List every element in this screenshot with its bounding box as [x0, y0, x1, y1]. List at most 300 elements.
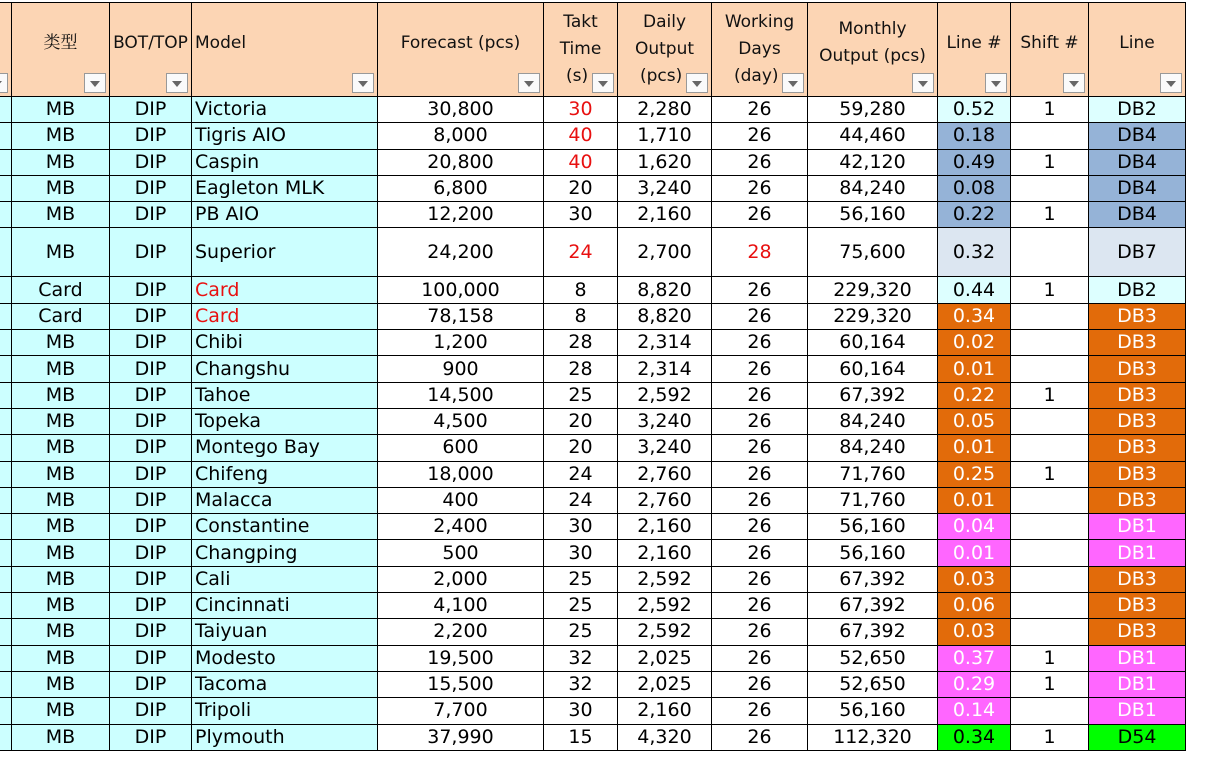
- cell-type[interactable]: MB: [12, 593, 110, 619]
- cell-daily-output[interactable]: 2,025: [618, 645, 712, 671]
- cell-working-days[interactable]: 26: [712, 671, 808, 697]
- cell-working-days[interactable]: 26: [712, 202, 808, 228]
- cell-type[interactable]: MB: [12, 540, 110, 566]
- cell-daily-output[interactable]: 2,592: [618, 566, 712, 592]
- cell-daily-output[interactable]: 2,592: [618, 382, 712, 408]
- cell-model[interactable]: Topeka: [192, 408, 378, 434]
- filter-dropdown-button[interactable]: [352, 73, 374, 93]
- cell-shift-number[interactable]: 1: [1011, 97, 1089, 123]
- cell-takt-time[interactable]: 28: [544, 330, 618, 356]
- cell-line[interactable]: DB3: [1089, 461, 1186, 487]
- cell-stub[interactable]: [0, 175, 12, 201]
- cell-working-days[interactable]: 26: [712, 175, 808, 201]
- cell-working-days[interactable]: 26: [712, 461, 808, 487]
- cell-line[interactable]: DB3: [1089, 566, 1186, 592]
- filter-dropdown-button[interactable]: [166, 73, 188, 93]
- cell-daily-output[interactable]: 2,592: [618, 593, 712, 619]
- cell-forecast[interactable]: 100,000: [378, 277, 544, 303]
- cell-takt-time[interactable]: 24: [544, 487, 618, 513]
- cell-forecast[interactable]: 2,000: [378, 566, 544, 592]
- cell-daily-output[interactable]: 3,240: [618, 408, 712, 434]
- cell-line[interactable]: DB4: [1089, 202, 1186, 228]
- cell-line-number[interactable]: 0.32: [938, 228, 1011, 277]
- cell-line[interactable]: DB4: [1089, 123, 1186, 149]
- cell-bot-top[interactable]: DIP: [110, 356, 192, 382]
- cell-bot-top[interactable]: DIP: [110, 202, 192, 228]
- cell-shift-number[interactable]: 1: [1011, 202, 1089, 228]
- cell-forecast[interactable]: 500: [378, 540, 544, 566]
- cell-model[interactable]: Changshu: [192, 356, 378, 382]
- cell-model[interactable]: Tigris AIO: [192, 123, 378, 149]
- cell-takt-time[interactable]: 24: [544, 228, 618, 277]
- cell-line-number[interactable]: 0.04: [938, 514, 1011, 540]
- cell-monthly-output[interactable]: 56,160: [808, 514, 938, 540]
- cell-type[interactable]: MB: [12, 435, 110, 461]
- cell-takt-time[interactable]: 24: [544, 461, 618, 487]
- cell-type[interactable]: MB: [12, 97, 110, 123]
- cell-model[interactable]: Constantine: [192, 514, 378, 540]
- cell-working-days[interactable]: 26: [712, 303, 808, 329]
- cell-bot-top[interactable]: DIP: [110, 698, 192, 724]
- cell-monthly-output[interactable]: 67,392: [808, 382, 938, 408]
- cell-stub[interactable]: [0, 698, 12, 724]
- cell-shift-number[interactable]: 1: [1011, 671, 1089, 697]
- cell-forecast[interactable]: 18,000: [378, 461, 544, 487]
- filter-dropdown-button[interactable]: [518, 73, 540, 93]
- cell-working-days[interactable]: 26: [712, 645, 808, 671]
- cell-forecast[interactable]: 4,500: [378, 408, 544, 434]
- cell-model[interactable]: Caspin: [192, 149, 378, 175]
- cell-shift-number[interactable]: [1011, 566, 1089, 592]
- cell-stub[interactable]: [0, 277, 12, 303]
- cell-daily-output[interactable]: 2,280: [618, 97, 712, 123]
- cell-stub[interactable]: [0, 724, 12, 750]
- cell-forecast[interactable]: 15,500: [378, 671, 544, 697]
- cell-takt-time[interactable]: 25: [544, 382, 618, 408]
- filter-dropdown-button[interactable]: [686, 73, 708, 93]
- cell-working-days[interactable]: 26: [712, 487, 808, 513]
- cell-stub[interactable]: [0, 382, 12, 408]
- cell-stub[interactable]: [0, 330, 12, 356]
- cell-bot-top[interactable]: DIP: [110, 97, 192, 123]
- cell-working-days[interactable]: 26: [712, 698, 808, 724]
- cell-daily-output[interactable]: 2,700: [618, 228, 712, 277]
- cell-bot-top[interactable]: DIP: [110, 514, 192, 540]
- filter-dropdown-button[interactable]: [592, 73, 614, 93]
- cell-line[interactable]: DB1: [1089, 514, 1186, 540]
- cell-line[interactable]: DB1: [1089, 540, 1186, 566]
- cell-daily-output[interactable]: 3,240: [618, 435, 712, 461]
- cell-shift-number[interactable]: [1011, 514, 1089, 540]
- cell-stub[interactable]: [0, 566, 12, 592]
- cell-daily-output[interactable]: 2,025: [618, 671, 712, 697]
- cell-monthly-output[interactable]: 67,392: [808, 619, 938, 645]
- cell-daily-output[interactable]: 2,160: [618, 202, 712, 228]
- cell-shift-number[interactable]: [1011, 356, 1089, 382]
- cell-takt-time[interactable]: 8: [544, 303, 618, 329]
- cell-shift-number[interactable]: 1: [1011, 382, 1089, 408]
- cell-takt-time[interactable]: 15: [544, 724, 618, 750]
- cell-stub[interactable]: [0, 645, 12, 671]
- cell-line-number[interactable]: 0.05: [938, 408, 1011, 434]
- cell-type[interactable]: MB: [12, 514, 110, 540]
- cell-type[interactable]: MB: [12, 149, 110, 175]
- filter-dropdown-button[interactable]: [84, 73, 106, 93]
- cell-working-days[interactable]: 26: [712, 408, 808, 434]
- cell-bot-top[interactable]: DIP: [110, 123, 192, 149]
- filter-dropdown-button[interactable]: [1160, 73, 1182, 93]
- cell-line[interactable]: DB4: [1089, 149, 1186, 175]
- cell-working-days[interactable]: 26: [712, 540, 808, 566]
- cell-model[interactable]: Tahoe: [192, 382, 378, 408]
- cell-line[interactable]: DB3: [1089, 356, 1186, 382]
- cell-working-days[interactable]: 26: [712, 435, 808, 461]
- cell-monthly-output[interactable]: 229,320: [808, 303, 938, 329]
- cell-type[interactable]: MB: [12, 382, 110, 408]
- cell-forecast[interactable]: 6,800: [378, 175, 544, 201]
- cell-monthly-output[interactable]: 84,240: [808, 408, 938, 434]
- cell-type[interactable]: MB: [12, 487, 110, 513]
- cell-daily-output[interactable]: 1,710: [618, 123, 712, 149]
- cell-model[interactable]: Montego Bay: [192, 435, 378, 461]
- cell-stub[interactable]: [0, 435, 12, 461]
- cell-working-days[interactable]: 26: [712, 330, 808, 356]
- cell-takt-time[interactable]: 20: [544, 408, 618, 434]
- filter-dropdown-button[interactable]: [782, 73, 804, 93]
- cell-forecast[interactable]: 900: [378, 356, 544, 382]
- cell-monthly-output[interactable]: 71,760: [808, 461, 938, 487]
- cell-bot-top[interactable]: DIP: [110, 408, 192, 434]
- cell-line-number[interactable]: 0.34: [938, 724, 1011, 750]
- cell-line-number[interactable]: 0.34: [938, 303, 1011, 329]
- cell-takt-time[interactable]: 32: [544, 671, 618, 697]
- cell-type[interactable]: MB: [12, 566, 110, 592]
- cell-working-days[interactable]: 26: [712, 566, 808, 592]
- cell-takt-time[interactable]: 25: [544, 619, 618, 645]
- cell-daily-output[interactable]: 1,620: [618, 149, 712, 175]
- cell-bot-top[interactable]: DIP: [110, 435, 192, 461]
- cell-shift-number[interactable]: [1011, 175, 1089, 201]
- cell-line-number[interactable]: 0.01: [938, 435, 1011, 461]
- cell-shift-number[interactable]: [1011, 540, 1089, 566]
- cell-model[interactable]: Plymouth: [192, 724, 378, 750]
- cell-takt-time[interactable]: 32: [544, 645, 618, 671]
- cell-monthly-output[interactable]: 44,460: [808, 123, 938, 149]
- cell-monthly-output[interactable]: 67,392: [808, 593, 938, 619]
- cell-forecast[interactable]: 78,158: [378, 303, 544, 329]
- cell-daily-output[interactable]: 2,592: [618, 619, 712, 645]
- cell-type[interactable]: Card: [12, 277, 110, 303]
- cell-daily-output[interactable]: 2,160: [618, 540, 712, 566]
- cell-forecast[interactable]: 400: [378, 487, 544, 513]
- cell-type[interactable]: MB: [12, 330, 110, 356]
- cell-line-number[interactable]: 0.49: [938, 149, 1011, 175]
- cell-line-number[interactable]: 0.29: [938, 671, 1011, 697]
- cell-type[interactable]: MB: [12, 408, 110, 434]
- cell-monthly-output[interactable]: 67,392: [808, 566, 938, 592]
- cell-model[interactable]: Cali: [192, 566, 378, 592]
- cell-model[interactable]: Chifeng: [192, 461, 378, 487]
- cell-working-days[interactable]: 28: [712, 228, 808, 277]
- cell-takt-time[interactable]: 30: [544, 97, 618, 123]
- cell-working-days[interactable]: 26: [712, 382, 808, 408]
- cell-forecast[interactable]: 14,500: [378, 382, 544, 408]
- cell-type[interactable]: MB: [12, 123, 110, 149]
- cell-line-number[interactable]: 0.14: [938, 698, 1011, 724]
- cell-shift-number[interactable]: [1011, 123, 1089, 149]
- cell-takt-time[interactable]: 30: [544, 202, 618, 228]
- cell-bot-top[interactable]: DIP: [110, 566, 192, 592]
- cell-type[interactable]: MB: [12, 671, 110, 697]
- cell-stub[interactable]: [0, 149, 12, 175]
- cell-stub[interactable]: [0, 540, 12, 566]
- cell-line-number[interactable]: 0.01: [938, 356, 1011, 382]
- cell-stub[interactable]: [0, 303, 12, 329]
- cell-daily-output[interactable]: 8,820: [618, 277, 712, 303]
- cell-line[interactable]: DB1: [1089, 645, 1186, 671]
- cell-model[interactable]: Tacoma: [192, 671, 378, 697]
- cell-working-days[interactable]: 26: [712, 277, 808, 303]
- cell-bot-top[interactable]: DIP: [110, 461, 192, 487]
- cell-stub[interactable]: [0, 619, 12, 645]
- cell-working-days[interactable]: 26: [712, 619, 808, 645]
- cell-type[interactable]: MB: [12, 356, 110, 382]
- cell-model[interactable]: Taiyuan: [192, 619, 378, 645]
- cell-line-number[interactable]: 0.08: [938, 175, 1011, 201]
- cell-model[interactable]: Cincinnati: [192, 593, 378, 619]
- cell-line[interactable]: DB3: [1089, 382, 1186, 408]
- cell-line-number[interactable]: 0.37: [938, 645, 1011, 671]
- cell-stub[interactable]: [0, 408, 12, 434]
- cell-takt-time[interactable]: 20: [544, 435, 618, 461]
- cell-shift-number[interactable]: 1: [1011, 461, 1089, 487]
- cell-stub[interactable]: [0, 356, 12, 382]
- cell-monthly-output[interactable]: 84,240: [808, 435, 938, 461]
- cell-shift-number[interactable]: [1011, 487, 1089, 513]
- cell-takt-time[interactable]: 30: [544, 540, 618, 566]
- cell-bot-top[interactable]: DIP: [110, 487, 192, 513]
- cell-bot-top[interactable]: DIP: [110, 593, 192, 619]
- cell-monthly-output[interactable]: 60,164: [808, 330, 938, 356]
- cell-forecast[interactable]: 7,700: [378, 698, 544, 724]
- cell-shift-number[interactable]: [1011, 593, 1089, 619]
- cell-line[interactable]: DB3: [1089, 593, 1186, 619]
- cell-line[interactable]: DB3: [1089, 303, 1186, 329]
- cell-stub[interactable]: [0, 123, 12, 149]
- cell-line[interactable]: DB1: [1089, 698, 1186, 724]
- cell-daily-output[interactable]: 4,320: [618, 724, 712, 750]
- cell-stub[interactable]: [0, 228, 12, 277]
- cell-bot-top[interactable]: DIP: [110, 277, 192, 303]
- cell-forecast[interactable]: 2,200: [378, 619, 544, 645]
- cell-model[interactable]: PB AIO: [192, 202, 378, 228]
- cell-working-days[interactable]: 26: [712, 97, 808, 123]
- cell-takt-time[interactable]: 8: [544, 277, 618, 303]
- cell-forecast[interactable]: 37,990: [378, 724, 544, 750]
- cell-shift-number[interactable]: [1011, 619, 1089, 645]
- cell-line-number[interactable]: 0.02: [938, 330, 1011, 356]
- cell-line[interactable]: DB2: [1089, 97, 1186, 123]
- cell-monthly-output[interactable]: 56,160: [808, 540, 938, 566]
- cell-takt-time[interactable]: 40: [544, 123, 618, 149]
- cell-daily-output[interactable]: 2,314: [618, 330, 712, 356]
- cell-daily-output[interactable]: 2,160: [618, 698, 712, 724]
- cell-forecast[interactable]: 600: [378, 435, 544, 461]
- cell-model[interactable]: Chibi: [192, 330, 378, 356]
- cell-model[interactable]: Card: [192, 277, 378, 303]
- cell-type[interactable]: MB: [12, 619, 110, 645]
- cell-bot-top[interactable]: DIP: [110, 619, 192, 645]
- cell-bot-top[interactable]: DIP: [110, 724, 192, 750]
- cell-takt-time[interactable]: 30: [544, 698, 618, 724]
- cell-daily-output[interactable]: 2,314: [618, 356, 712, 382]
- cell-model[interactable]: Eagleton MLK: [192, 175, 378, 201]
- cell-forecast[interactable]: 12,200: [378, 202, 544, 228]
- cell-takt-time[interactable]: 28: [544, 356, 618, 382]
- cell-model[interactable]: Malacca: [192, 487, 378, 513]
- cell-daily-output[interactable]: 2,760: [618, 461, 712, 487]
- cell-takt-time[interactable]: 40: [544, 149, 618, 175]
- cell-line[interactable]: DB4: [1089, 175, 1186, 201]
- cell-line-number[interactable]: 0.18: [938, 123, 1011, 149]
- filter-dropdown-button[interactable]: [0, 73, 8, 93]
- cell-type[interactable]: MB: [12, 202, 110, 228]
- cell-type[interactable]: MB: [12, 461, 110, 487]
- cell-line[interactable]: DB2: [1089, 277, 1186, 303]
- cell-stub[interactable]: [0, 671, 12, 697]
- cell-working-days[interactable]: 26: [712, 123, 808, 149]
- cell-line-number[interactable]: 0.22: [938, 202, 1011, 228]
- cell-daily-output[interactable]: 8,820: [618, 303, 712, 329]
- cell-working-days[interactable]: 26: [712, 724, 808, 750]
- cell-forecast[interactable]: 1,200: [378, 330, 544, 356]
- cell-shift-number[interactable]: 1: [1011, 149, 1089, 175]
- cell-forecast[interactable]: 20,800: [378, 149, 544, 175]
- cell-bot-top[interactable]: DIP: [110, 149, 192, 175]
- cell-daily-output[interactable]: 2,160: [618, 514, 712, 540]
- cell-stub[interactable]: [0, 202, 12, 228]
- cell-bot-top[interactable]: DIP: [110, 228, 192, 277]
- cell-line-number[interactable]: 0.06: [938, 593, 1011, 619]
- cell-daily-output[interactable]: 3,240: [618, 175, 712, 201]
- cell-shift-number[interactable]: [1011, 303, 1089, 329]
- cell-shift-number[interactable]: 1: [1011, 724, 1089, 750]
- cell-model[interactable]: Superior: [192, 228, 378, 277]
- cell-line-number[interactable]: 0.03: [938, 566, 1011, 592]
- cell-line[interactable]: DB7: [1089, 228, 1186, 277]
- cell-working-days[interactable]: 26: [712, 149, 808, 175]
- filter-dropdown-button[interactable]: [1063, 73, 1085, 93]
- cell-working-days[interactable]: 26: [712, 514, 808, 540]
- cell-line-number[interactable]: 0.01: [938, 540, 1011, 566]
- cell-forecast[interactable]: 24,200: [378, 228, 544, 277]
- cell-bot-top[interactable]: DIP: [110, 330, 192, 356]
- cell-line-number[interactable]: 0.25: [938, 461, 1011, 487]
- cell-monthly-output[interactable]: 59,280: [808, 97, 938, 123]
- cell-monthly-output[interactable]: 75,600: [808, 228, 938, 277]
- cell-bot-top[interactable]: DIP: [110, 382, 192, 408]
- cell-line[interactable]: DB3: [1089, 487, 1186, 513]
- cell-bot-top[interactable]: DIP: [110, 303, 192, 329]
- cell-forecast[interactable]: 19,500: [378, 645, 544, 671]
- cell-shift-number[interactable]: 1: [1011, 277, 1089, 303]
- cell-monthly-output[interactable]: 56,160: [808, 698, 938, 724]
- cell-shift-number[interactable]: [1011, 698, 1089, 724]
- cell-monthly-output[interactable]: 60,164: [808, 356, 938, 382]
- cell-bot-top[interactable]: DIP: [110, 671, 192, 697]
- cell-stub[interactable]: [0, 514, 12, 540]
- filter-dropdown-button[interactable]: [985, 73, 1007, 93]
- cell-stub[interactable]: [0, 97, 12, 123]
- cell-type[interactable]: MB: [12, 228, 110, 277]
- cell-bot-top[interactable]: DIP: [110, 540, 192, 566]
- cell-line[interactable]: DB3: [1089, 330, 1186, 356]
- cell-type[interactable]: Card: [12, 303, 110, 329]
- cell-takt-time[interactable]: 20: [544, 175, 618, 201]
- cell-line-number[interactable]: 0.44: [938, 277, 1011, 303]
- cell-bot-top[interactable]: DIP: [110, 175, 192, 201]
- cell-monthly-output[interactable]: 52,650: [808, 645, 938, 671]
- cell-line[interactable]: D54: [1089, 724, 1186, 750]
- cell-monthly-output[interactable]: 56,160: [808, 202, 938, 228]
- cell-forecast[interactable]: 2,400: [378, 514, 544, 540]
- cell-line-number[interactable]: 0.03: [938, 619, 1011, 645]
- cell-shift-number[interactable]: [1011, 330, 1089, 356]
- cell-monthly-output[interactable]: 71,760: [808, 487, 938, 513]
- cell-type[interactable]: MB: [12, 645, 110, 671]
- cell-takt-time[interactable]: 25: [544, 566, 618, 592]
- cell-type[interactable]: MB: [12, 175, 110, 201]
- cell-shift-number[interactable]: [1011, 228, 1089, 277]
- cell-model[interactable]: Tripoli: [192, 698, 378, 724]
- cell-model[interactable]: Changping: [192, 540, 378, 566]
- cell-line[interactable]: DB1: [1089, 671, 1186, 697]
- cell-line[interactable]: DB3: [1089, 619, 1186, 645]
- cell-monthly-output[interactable]: 84,240: [808, 175, 938, 201]
- cell-working-days[interactable]: 26: [712, 593, 808, 619]
- cell-stub[interactable]: [0, 487, 12, 513]
- cell-shift-number[interactable]: [1011, 408, 1089, 434]
- cell-type[interactable]: MB: [12, 698, 110, 724]
- cell-line[interactable]: DB3: [1089, 408, 1186, 434]
- cell-model[interactable]: Victoria: [192, 97, 378, 123]
- cell-forecast[interactable]: 4,100: [378, 593, 544, 619]
- cell-line[interactable]: DB3: [1089, 435, 1186, 461]
- cell-shift-number[interactable]: [1011, 435, 1089, 461]
- cell-stub[interactable]: [0, 593, 12, 619]
- cell-working-days[interactable]: 26: [712, 356, 808, 382]
- cell-daily-output[interactable]: 2,760: [618, 487, 712, 513]
- cell-forecast[interactable]: 8,000: [378, 123, 544, 149]
- cell-model[interactable]: Card: [192, 303, 378, 329]
- cell-bot-top[interactable]: DIP: [110, 645, 192, 671]
- cell-monthly-output[interactable]: 112,320: [808, 724, 938, 750]
- cell-takt-time[interactable]: 30: [544, 514, 618, 540]
- cell-shift-number[interactable]: 1: [1011, 645, 1089, 671]
- cell-takt-time[interactable]: 25: [544, 593, 618, 619]
- cell-type[interactable]: MB: [12, 724, 110, 750]
- cell-monthly-output[interactable]: 229,320: [808, 277, 938, 303]
- cell-model[interactable]: Modesto: [192, 645, 378, 671]
- cell-line-number[interactable]: 0.01: [938, 487, 1011, 513]
- cell-forecast[interactable]: 30,800: [378, 97, 544, 123]
- cell-monthly-output[interactable]: 42,120: [808, 149, 938, 175]
- filter-dropdown-button[interactable]: [912, 73, 934, 93]
- cell-line-number[interactable]: 0.22: [938, 382, 1011, 408]
- cell-monthly-output[interactable]: 52,650: [808, 671, 938, 697]
- cell-stub[interactable]: [0, 461, 12, 487]
- cell-line-number[interactable]: 0.52: [938, 97, 1011, 123]
